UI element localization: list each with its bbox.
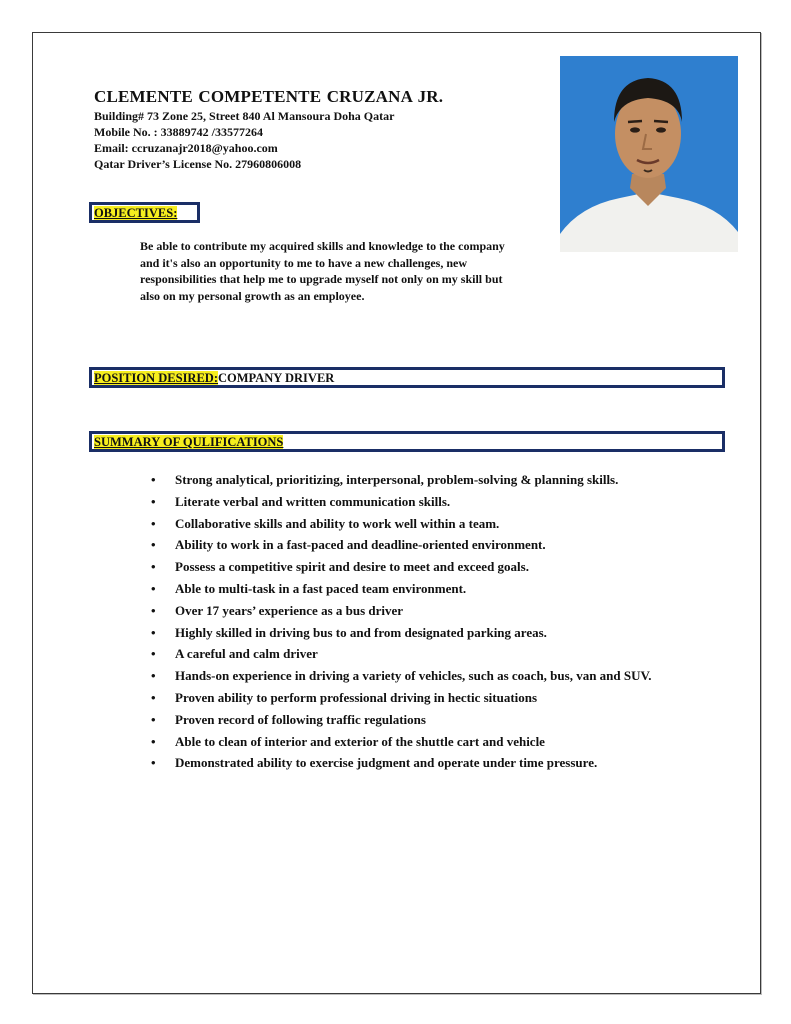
qualifications-list xyxy=(151,469,696,774)
list-item: • Proven ability to perform professional driving in hectic situations xyxy=(151,687,696,709)
position-desired-box xyxy=(89,367,725,388)
list-item: • Able to multi-task in a fast paced team environment. xyxy=(151,578,696,600)
address-line: Building# 73 Zone 25, Street 840 Al Mansoura Doha Qatar xyxy=(94,109,395,123)
objectives-text: Be able to contribute my acquired skills and knowledge to the company and it's also an opportunity to me to have a new challenges, new responsibilities that help me to upgrade myself not only on my skill but also on my personal growth as an employee. xyxy=(140,239,505,303)
mobile-line: Mobile No. : 33889742 /33577264 xyxy=(94,125,263,139)
list-item: • Collaborative skills and ability to work well within a team. xyxy=(151,513,696,535)
list-item: • Over 17 years’ experience as a bus driver xyxy=(151,600,696,622)
list-item: • Ability to work in a fast-paced and deadline-oriented environment. xyxy=(151,534,696,556)
list-item: • Strong analytical, prioritizing, interpersonal, problem-solving & planning skills. xyxy=(151,469,696,491)
list-item: • Literate verbal and written communication skills. xyxy=(151,491,696,513)
license-line: Qatar Driver’s License No. 27960806008 xyxy=(94,157,302,171)
resume-page xyxy=(32,32,761,994)
list-item: • Possess a competitive spirit and desire to meet and exceed goals. xyxy=(151,556,696,578)
list-item: • Hands-on experience in driving a variety of vehicles, such as coach, bus, van and SUV. xyxy=(151,665,696,687)
position-desired-value: COMPANY DRIVER xyxy=(218,371,335,385)
summary-heading-box xyxy=(89,431,725,452)
objectives-heading-box xyxy=(89,202,200,223)
list-item: • Highly skilled in driving bus to and from designated parking areas. xyxy=(151,622,696,644)
list-item: • Proven record of following traffic regulations xyxy=(151,709,696,731)
contact-block xyxy=(94,108,394,172)
portrait-photo xyxy=(560,56,738,252)
position-desired-heading: POSITION DESIRED: xyxy=(94,371,218,385)
summary-heading: SUMMARY OF QULIFICATIONS xyxy=(94,435,284,449)
list-item: • Able to clean of interior and exterior of the shuttle cart and vehicle xyxy=(151,731,696,753)
email-line: Email: ccruzanajr2018@yahoo.com xyxy=(94,141,278,155)
portrait-photo-icon xyxy=(560,56,738,252)
list-item: • A careful and calm driver xyxy=(151,643,696,665)
list-item: • Demonstrated ability to exercise judgment and operate under time pressure. xyxy=(151,752,696,774)
applicant-name: CLEMENTE COMPETENTE CRUZANA JR. xyxy=(94,87,444,106)
objectives-heading: OBJECTIVES: xyxy=(94,206,178,220)
